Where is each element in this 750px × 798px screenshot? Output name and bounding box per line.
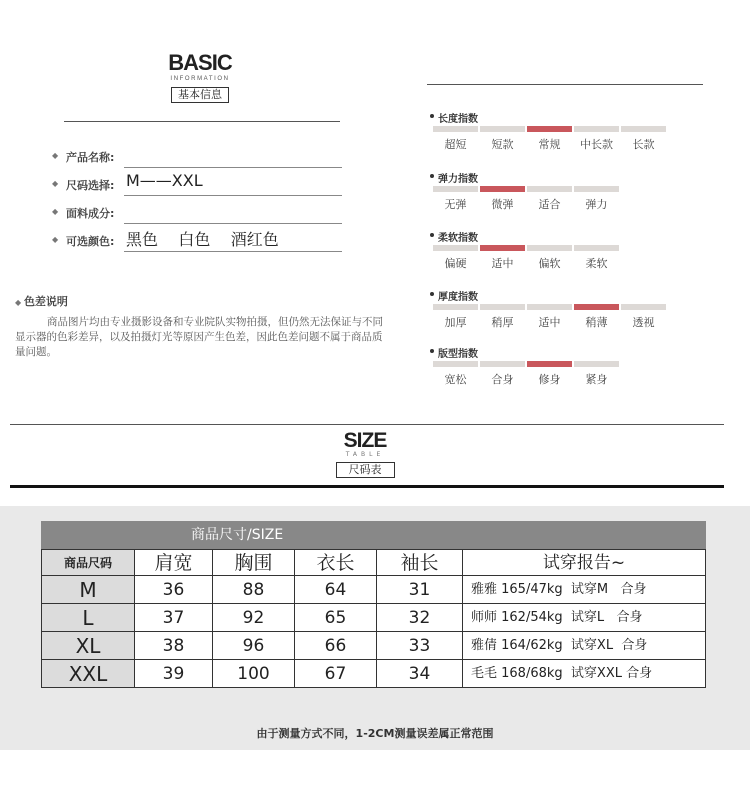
table-size-cell: L <box>41 604 135 632</box>
table-cell: 96 <box>213 632 295 660</box>
index-label: 中长款 <box>580 138 613 151</box>
table-cell: 66 <box>295 632 377 660</box>
index-bar <box>433 304 478 310</box>
color-note-title <box>15 293 68 309</box>
size-subtitle: TABLE <box>345 451 385 458</box>
index-bar-active <box>527 126 572 132</box>
field-label: 可选颜色: <box>66 235 115 248</box>
index-label: 适中 <box>491 257 514 270</box>
size-divider-bottom <box>10 485 724 488</box>
index-title: 厚度指数 <box>430 288 666 302</box>
index-bars <box>433 126 666 132</box>
index-bar <box>433 361 478 367</box>
field-colors <box>52 230 342 250</box>
table-cell: 34 <box>377 660 463 688</box>
index-label: 宽松 <box>444 373 467 386</box>
table-size-cell: M <box>41 576 135 604</box>
table-header-cell: 胸围 <box>213 549 295 576</box>
table-cell: 67 <box>295 660 377 688</box>
table-cell: 38 <box>135 632 213 660</box>
index-bar-active <box>574 304 619 310</box>
index-title: 弹力指数 <box>430 170 619 184</box>
diamond-icon: ◆ <box>15 298 24 307</box>
index-label: 微弹 <box>491 198 514 211</box>
index-bar <box>574 126 619 132</box>
index-bar <box>527 245 572 251</box>
table-size-cell: XL <box>41 632 135 660</box>
index-labels <box>433 255 619 271</box>
table-report-cell: 雅雅 165/47kg 试穿M 合身 <box>463 576 706 604</box>
index-bars <box>433 304 666 310</box>
index-labels <box>433 196 619 212</box>
size-title: SIZE <box>343 429 387 452</box>
basic-info-header <box>162 52 238 103</box>
index-group <box>430 229 619 271</box>
index-bar-active <box>480 245 525 251</box>
index-label: 合身 <box>491 373 514 386</box>
index-label: 适合 <box>538 198 561 211</box>
table-header-cell: 试穿报告~ <box>463 549 706 576</box>
index-bar <box>433 186 478 192</box>
index-bar <box>480 126 525 132</box>
index-label: 修身 <box>538 373 561 386</box>
index-bar <box>433 126 478 132</box>
index-group <box>430 288 666 330</box>
index-label: 稍厚 <box>491 316 514 329</box>
measurement-footnote: 由于测量方式不同，1-2CM测量误差属正常范围 <box>256 727 494 740</box>
index-label: 超短 <box>444 138 467 151</box>
size-header <box>330 430 400 478</box>
table-cell: 64 <box>295 576 377 604</box>
table-header-cell: 袖长 <box>377 549 463 576</box>
diamond-icon: ◆ <box>52 207 59 216</box>
index-label: 柔软 <box>585 257 608 270</box>
index-title: 版型指数 <box>430 345 619 359</box>
index-group <box>430 170 619 212</box>
color-note-title-text: 色差说明 <box>23 295 68 308</box>
index-title: 柔软指数 <box>430 229 619 243</box>
index-label: 稍薄 <box>585 316 608 329</box>
index-title: 长度指数 <box>430 110 666 124</box>
index-label: 常规 <box>538 138 561 151</box>
field-value: M——XXL <box>126 171 203 190</box>
index-label: 偏硬 <box>444 257 467 270</box>
index-bar-active <box>527 361 572 367</box>
index-bar <box>527 186 572 192</box>
index-bar-active <box>480 186 525 192</box>
index-group <box>430 110 666 152</box>
table-report-cell: 毛毛 168/68kg 试穿XXL 合身 <box>463 660 706 688</box>
table-cell: 31 <box>377 576 463 604</box>
field-label: 面料成分: <box>66 207 115 220</box>
table-cell: 33 <box>377 632 463 660</box>
diamond-icon: ◆ <box>52 235 59 244</box>
size-table-grid <box>41 549 706 688</box>
index-bar <box>480 361 525 367</box>
table-header-cell: 商品尺码 <box>41 549 135 576</box>
index-bar <box>621 126 666 132</box>
field-label: 尺码选择: <box>66 179 115 192</box>
field-product-name <box>52 146 342 166</box>
diamond-icon: ◆ <box>52 151 59 160</box>
index-bar <box>621 304 666 310</box>
table-size-cell: XXL <box>41 660 135 688</box>
basic-title: BASIC <box>168 50 232 75</box>
table-cell: 37 <box>135 604 213 632</box>
index-label: 弹力 <box>585 198 608 211</box>
table-cell: 88 <box>213 576 295 604</box>
table-cell: 39 <box>135 660 213 688</box>
index-label: 短款 <box>491 138 514 151</box>
index-bar <box>433 245 478 251</box>
table-cell: 36 <box>135 576 213 604</box>
index-label: 加厚 <box>444 316 467 329</box>
table-cell: 92 <box>213 604 295 632</box>
table-header-cell: 肩宽 <box>135 549 213 576</box>
field-label: 产品名称: <box>66 151 115 164</box>
index-labels <box>433 314 666 330</box>
index-bar <box>574 186 619 192</box>
table-cell: 32 <box>377 604 463 632</box>
size-cn-label: 尺码表 <box>336 462 395 478</box>
field-underline <box>124 223 342 224</box>
index-label: 透视 <box>632 316 655 329</box>
index-label: 适中 <box>538 316 561 329</box>
index-bars <box>433 245 619 251</box>
divider-right <box>427 84 703 85</box>
index-bars <box>433 186 619 192</box>
table-report-cell: 师师 162/54kg 试穿L 合身 <box>463 604 706 632</box>
index-labels <box>433 136 666 152</box>
size-table-caption: 商品尺寸/SIZE <box>41 521 706 549</box>
index-group <box>430 345 619 387</box>
index-bar <box>574 361 619 367</box>
table-cell: 65 <box>295 604 377 632</box>
index-labels <box>433 371 619 387</box>
index-label: 紧身 <box>585 373 608 386</box>
diamond-icon: ◆ <box>52 179 59 188</box>
basic-subtitle: INFORMATION <box>170 76 230 82</box>
index-label: 无弹 <box>444 198 467 211</box>
index-bar <box>480 304 525 310</box>
field-size-select <box>52 171 342 194</box>
table-cell: 100 <box>213 660 295 688</box>
field-underline <box>124 195 342 196</box>
color-note-body: 商品图片均由专业摄影设备和专业院队实物拍摄，但仍然无法保证与不同显示器的色彩差异，以及拍摄灯光等原因产生色差，因此色差问题不属于商品质量问题。 <box>15 316 383 358</box>
index-bar <box>574 245 619 251</box>
field-underline <box>124 251 342 252</box>
field-fabric <box>52 202 342 222</box>
index-label: 偏软 <box>538 257 561 270</box>
index-bars <box>433 361 619 367</box>
table-report-cell: 雅倩 164/62kg 试穿XL 合身 <box>463 632 706 660</box>
size-divider-top <box>10 424 724 425</box>
basic-cn-label: 基本信息 <box>171 87 229 103</box>
size-table <box>41 521 706 688</box>
index-bar <box>527 304 572 310</box>
table-header-cell: 衣长 <box>295 549 377 576</box>
field-value: 黑色 白色 酒红色 <box>126 230 279 249</box>
divider-left <box>64 121 340 122</box>
index-label: 长款 <box>632 138 655 151</box>
field-underline <box>124 167 342 168</box>
